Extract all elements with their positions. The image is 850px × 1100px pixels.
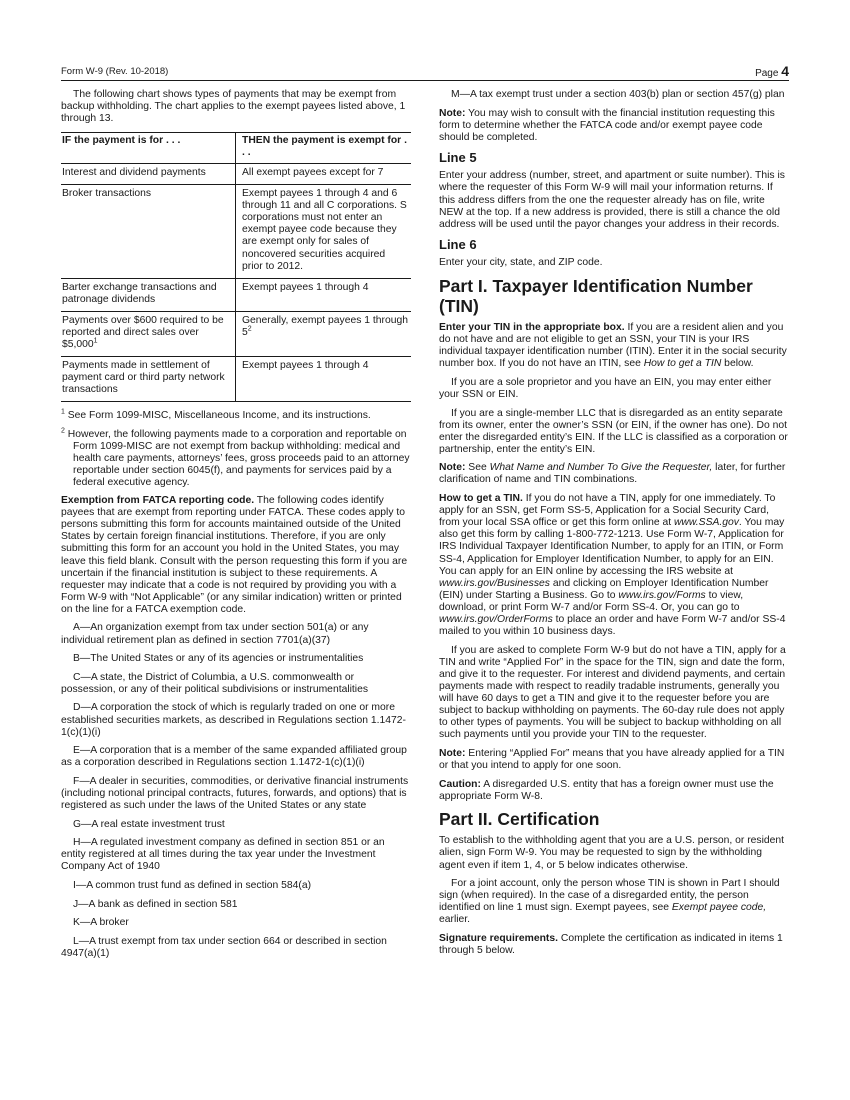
irs-orderforms-link[interactable]: www.irs.gov/OrderForms bbox=[439, 614, 553, 625]
table-cell-exempt: Exempt payees 1 through 4 bbox=[236, 357, 412, 402]
footnote-text: However, the following payments made to a corporation and reportable on Form 1099-MISC are not exempt from backup withholding: medical and health care payments, attorneys’ fees, gross proceeds paid to an attorney reportable under section 6045(f), and payments for services paid by a federal executive agency. bbox=[64, 428, 410, 488]
code-item: E—A corporation that is a member of the same expanded affiliated group as a corporation described in Regulations section 1.1472-1(c)(1)(i) bbox=[61, 745, 407, 769]
irs-forms-link[interactable]: www.irs.gov/Forms bbox=[618, 589, 706, 601]
table-header-exempt: THEN the payment is exempt for . . . bbox=[236, 132, 412, 163]
fatca-heading: Exemption from FATCA reporting code. bbox=[61, 495, 255, 507]
code-item: F—A dealer in securities, commodities, or derivative financial instruments (including notional principal contracts, futures, forwards, and options) that is registered as such under the laws of the United States or any state bbox=[61, 775, 409, 812]
how-text: to view, download, or print Form W-7 and/or Form SS-4. Or, you can go to bbox=[439, 589, 744, 613]
footnote-mark: 2 bbox=[61, 427, 65, 435]
how-to-get-tin-ref: How to get a TIN bbox=[643, 358, 722, 370]
irs-businesses-link[interactable]: www.irs.gov/Businesses bbox=[439, 577, 550, 589]
joint-text: For a joint account, only the person whose TIN is shown in Part I should sign (when required). In the case of a disregarded entity, the person identified on line 1 must sign. Exempt payees, see bbox=[439, 878, 780, 914]
caution-label: Caution: bbox=[439, 778, 481, 790]
note-paragraph bbox=[439, 748, 789, 772]
table-row bbox=[61, 163, 411, 184]
note-paragraph bbox=[439, 462, 789, 486]
table-row bbox=[61, 278, 411, 311]
footnote-2 bbox=[61, 429, 411, 489]
note-paragraph bbox=[439, 108, 789, 144]
how-to-get-tin-paragraph bbox=[439, 493, 789, 638]
llc-paragraph: If you are a single-member LLC that is disregarded as an entity separate from its owner, enter the owner’s SSN (or EIN, if the owner has one). Do not enter the disregarded entity’s EIN. If the LLC is classified as a corporation or partnership, enter the entity’s EIN. bbox=[439, 407, 788, 455]
footnote-text: See Form 1099-MISC, Miscellaneous Income, and its instructions. bbox=[64, 410, 371, 422]
note-text-end: later, for further clarification of name and TIN combinations. bbox=[439, 462, 786, 486]
caution-paragraph bbox=[439, 779, 789, 803]
code-item: D—A corporation the stock of which is regularly traded on one or more established securities markets, as described in Regulations section 1.1472-1(c)(1)(i) bbox=[61, 702, 406, 738]
line6-heading: Line 6 bbox=[439, 237, 477, 253]
note-text: See bbox=[465, 462, 490, 474]
table-cell-payment: Barter exchange transactions and patronage dividends bbox=[61, 278, 236, 311]
table-cell-payment: Payments made in settlement of payment card or third party network transactions bbox=[61, 357, 236, 402]
sole-proprietor-paragraph: If you are a sole proprietor and you have an EIN, you may enter either your SSN or EIN. bbox=[439, 376, 772, 400]
tin-box-end: below. bbox=[721, 358, 754, 370]
table-cell-exempt-text: Generally, exempt payees 1 through 5 bbox=[242, 314, 408, 338]
note-label: Note: bbox=[439, 462, 466, 474]
page-number-value: 4 bbox=[781, 63, 789, 79]
part1-heading: Part I. Taxpayer Identification Number (TIN) bbox=[439, 275, 753, 316]
tin-box-text: If you are a resident alien and you do not have and are not eligible to get an SSN, your TIN is your IRS individual taxpayer identification number (ITIN). Enter it in the social security number box. If you do not have an ITIN, see bbox=[439, 321, 787, 370]
footnote-mark: 1 bbox=[61, 409, 65, 417]
table-header-row bbox=[61, 132, 411, 163]
note-label: Note: bbox=[439, 107, 466, 119]
footnote-1 bbox=[61, 410, 411, 422]
right-column bbox=[439, 89, 789, 964]
how-to-get-tin-heading: How to get a TIN. bbox=[439, 493, 523, 505]
code-item: H—A regulated investment company as defined in section 851 or an entity registered at all times during the tax year under the Investment Company Act of 1940 bbox=[61, 837, 385, 873]
header-rule bbox=[61, 80, 789, 81]
code-item: K—A broker bbox=[73, 917, 129, 929]
how-text: . You may also get this form by calling 1-800-772-1213. Use Form W-7, Application for IRS Individual Taxpayer Identification Number, to apply for an ITIN, or Form SS-4, Application for Employer Identification Number, to apply for an EIN. You can apply for an EIN online by accessing the IRS website at bbox=[439, 517, 785, 577]
joint-text-end: earlier. bbox=[439, 914, 471, 926]
note-reference: What Name and Number To Give the Requester, bbox=[489, 462, 713, 474]
table-row bbox=[61, 357, 411, 402]
how-text: and clicking on Employer Identification Number (EIN) under Starting a Business. Go to bbox=[439, 577, 769, 601]
signature-requirements-heading: Signature requirements. bbox=[439, 932, 558, 944]
code-item: G—A real estate investment trust bbox=[73, 818, 225, 830]
exempt-payments-table bbox=[61, 132, 411, 403]
line6-text: Enter your city, state, and ZIP code. bbox=[439, 257, 603, 269]
code-item: M—A tax exempt trust under a section 403(b) plan or section 457(g) plan bbox=[451, 89, 785, 100]
code-item: C—A state, the District of Columbia, a U.S. commonwealth or possession, or any of their political subdivisions or instrumentalities bbox=[61, 671, 369, 695]
caution-text: A disregarded U.S. entity that has a foreign owner must use the appropriate Form W-8. bbox=[439, 778, 774, 802]
form-identifier: Form W-9 (Rev. 10-2018) bbox=[61, 66, 169, 77]
signature-requirements-paragraph bbox=[439, 933, 789, 957]
code-item: J—A bank as defined in section 581 bbox=[73, 898, 238, 910]
table-cell-exempt: Exempt payees 1 through 4 bbox=[236, 278, 412, 311]
tin-box-lead: Enter your TIN in the appropriate box. bbox=[439, 321, 625, 333]
code-item: A—An organization exempt from tax under section 501(a) or any individual retirement plan as defined in section 7701(a)(37) bbox=[61, 622, 369, 646]
table-cell-payment bbox=[61, 311, 236, 356]
code-item: I—A common trust fund as defined in section 584(a) bbox=[73, 880, 312, 892]
table-row bbox=[61, 185, 411, 279]
table-cell-exempt: Exempt payees 1 through 4 and 6 through 11 and all C corporations. S corporations must not enter an exempt payee code because they are exempt only for sales of noncovered securities acquired prior to 2012. bbox=[236, 185, 412, 279]
signature-requirements-text: Complete the certification as indicated in items 1 through 5 below. bbox=[439, 932, 783, 957]
how-text: If you do not have a TIN, apply for one immediately. To apply for an SSN, get Form SS-5, Application for a Social Security Card, from your local SSA office or get this form online at bbox=[439, 493, 776, 529]
note-text: You may wish to consult with the financial institution requesting this form to determine whether the FATCA code and/or exempt payee code should be completed. bbox=[439, 107, 775, 143]
fatca-paragraph bbox=[61, 495, 411, 616]
page-label: Page bbox=[755, 68, 779, 79]
chart-intro: The following chart shows types of payments that may be exempt from backup withholding. The chart applies to the exempt payees listed above, 1 through 13. bbox=[61, 89, 406, 125]
table-row bbox=[61, 311, 411, 356]
certification-paragraph: To establish to the withholding agent that you are a U.S. person, or resident alien, sign Form W-9. You may be requested to sign by the withholding agent even if item 1, 4, or 5 below indicates otherwise. bbox=[439, 835, 784, 871]
part2-heading: Part II. Certification bbox=[439, 809, 600, 830]
table-header-payment: IF the payment is for . . . bbox=[61, 132, 236, 163]
line5-text: Enter your address (number, street, and apartment or suite number). This is where the requester of this Form W-9 will mail your information returns. If this address differs from the one the requester already has on file, write NEW at the top. If a new address is provided, there is still a chance the old address will be used until the payor changes your address in their records. bbox=[439, 170, 785, 230]
note-label: Note: bbox=[439, 747, 466, 759]
table-cell-payment: Interest and dividend payments bbox=[61, 163, 236, 184]
page-number bbox=[755, 63, 789, 79]
footnote-ref: 2 bbox=[247, 325, 252, 333]
table-cell-exempt bbox=[236, 311, 412, 356]
line5-heading: Line 5 bbox=[439, 150, 477, 166]
footnote-ref: 1 bbox=[93, 337, 98, 345]
ssa-link[interactable]: www.SSA.gov bbox=[673, 517, 739, 529]
note-text: Entering “Applied For” means that you have already applied for a TIN or that you intend to apply for one soon. bbox=[439, 747, 785, 772]
code-item: B—The United States or any of its agencies or instrumentalities bbox=[73, 653, 364, 665]
table-cell-payment-text: Payments over $600 required to be reported and direct sales over $5,000 bbox=[62, 314, 224, 351]
joint-account-paragraph bbox=[439, 878, 789, 926]
code-item: L—A trust exempt from tax under section 664 or described in section 4947(a)(1) bbox=[61, 935, 387, 959]
fatca-text: The following codes identify payees that are exempt from reporting under FATCA. These codes apply to persons submitting this form for accounts maintained outside of the United States by certain foreign financial institutions. Therefore, if you are only submitting this form for an account you hold in the United States, you may leave this field blank. Consult with the person requesting this form if you are uncertain if the financial institution is subject to these requirements. A requester may indicate that a code is not required by providing you with a Form W-9 with “Not Applicable” (or any similar indication) written or printed on the line for a FATCA exemption code. bbox=[61, 495, 408, 615]
applied-for-paragraph: If you are asked to complete Form W-9 but do not have a TIN, apply for a TIN and write “Applied For” in the space for the TIN, sign and date the form, and give it to the requester. For interest and dividend payments, and certain payments made with respect to readily tradable instruments, generally you will have 60 days to get a TIN and give it to the requester before you are subject to backup withholding on payments. The 60-day rule does not apply to other types of payments. You will be subject to backup withholding on all such payments until you provide your TIN to the requester. bbox=[439, 644, 786, 741]
exempt-payee-code-ref: Exempt payee code, bbox=[671, 902, 767, 914]
tin-box-paragraph bbox=[439, 322, 789, 370]
table-cell-exempt: All exempt payees except for 7 bbox=[236, 163, 412, 184]
table-cell-payment: Broker transactions bbox=[61, 185, 236, 279]
how-text: to place an order and have Form W-7 and/or SS-4 mailed to you within 10 business days. bbox=[439, 614, 786, 638]
left-column bbox=[61, 89, 411, 967]
